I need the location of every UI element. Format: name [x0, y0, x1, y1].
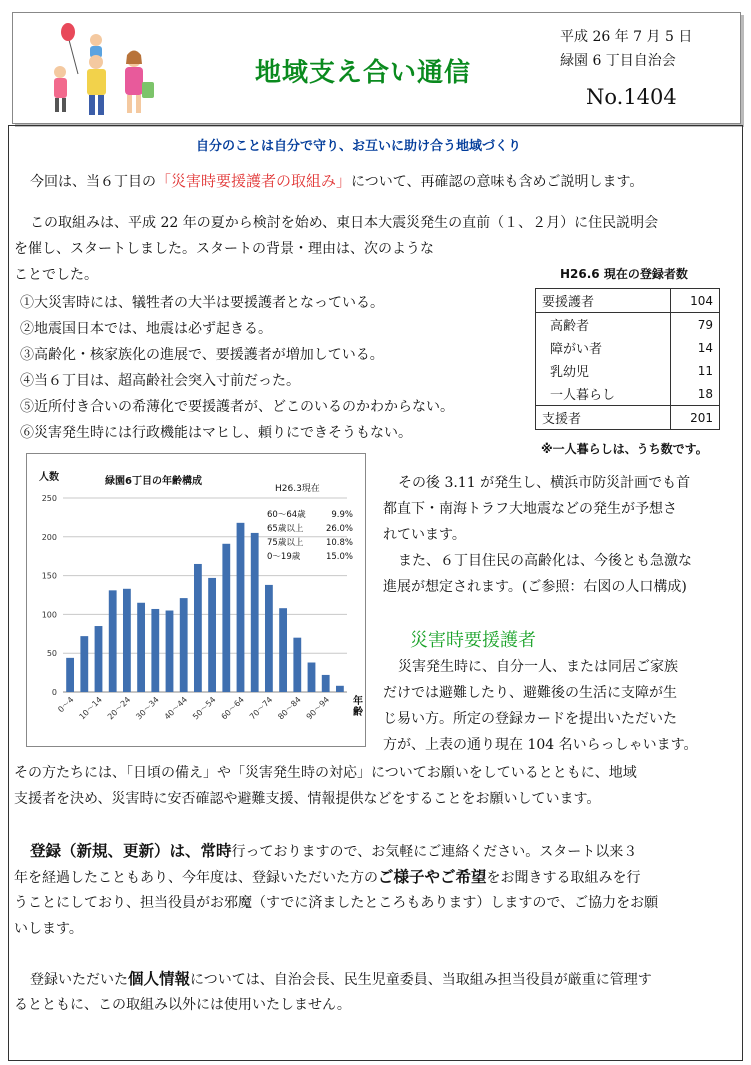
y-axis-label: 人数 [39, 472, 59, 483]
background-line-3: ことでした。 [14, 267, 98, 283]
chart-date-note: H26.3現在 [275, 484, 320, 494]
x-tick-label: 30〜34 [134, 695, 161, 722]
bar [123, 589, 131, 692]
bar [151, 609, 159, 692]
y-tick-label: 150 [41, 571, 57, 581]
row-value: 104 [671, 289, 720, 313]
bar [109, 590, 117, 692]
x-tick-label: 70〜74 [247, 695, 275, 722]
request-line: その方たちには、「日頃の備え」や「災害発生時の対応」についてお願いをしているとともに、地域 [14, 765, 637, 781]
definition-line: じ易い方。所定の登録カードを提出いただいた [383, 711, 677, 727]
definition-line: だけでは避難したり、避難後の生活に支障が生 [383, 685, 677, 701]
x-tick-label: 80〜84 [276, 695, 303, 722]
reason-item: ④当６丁目は、超高齢社会突入寸前だった。 [20, 373, 300, 389]
row-value: 14 [671, 336, 720, 359]
registration-line-4: いします。 [14, 921, 83, 937]
x-axis-label: 齢 [353, 707, 363, 718]
intro-prefix: 今回は、当６丁目の [30, 174, 156, 190]
bar [237, 523, 245, 692]
bar [137, 603, 145, 692]
bar [251, 533, 259, 692]
y-tick-label: 50 [46, 649, 57, 659]
registration-emphasis: ご様子やご希望 [378, 868, 487, 886]
registration-line2-pre: 年を経過したこともあり、今年度は、登録いただいた方の [14, 870, 378, 886]
x-tick-label: 50〜54 [191, 695, 218, 722]
bar [180, 598, 188, 692]
family-illustration [38, 22, 168, 120]
bar [66, 658, 74, 692]
row-label: 障がい者 [536, 336, 671, 359]
x-tick-label: 40〜44 [162, 695, 190, 722]
bar [222, 544, 230, 692]
issue-number: No.1404 [586, 85, 677, 109]
section-heading: 災害時要援護者 [410, 630, 536, 651]
bar [194, 564, 202, 692]
outlook-line: 進展が想定されます。(ご参照：右図の人口構成) [383, 579, 687, 595]
bar [208, 578, 216, 692]
table-row [536, 336, 720, 359]
row-label: 要援護者 [536, 289, 671, 313]
y-tick-label: 0 [51, 688, 57, 697]
row-label: 乳幼児 [536, 359, 671, 382]
definition-line: 方が、上表の通り現在 104 名いらっしゃいます。 [383, 737, 698, 753]
row-value: 11 [671, 359, 720, 382]
row-label: 支援者 [536, 406, 671, 430]
bar [308, 663, 316, 692]
background-line-2: を催し、スタートしました。スタートの背景・理由は、次のような [14, 241, 434, 257]
annotation-value: 26.0% [325, 524, 353, 534]
bar [336, 686, 344, 692]
annotation-value: 15.0% [325, 552, 353, 562]
background-line-1: この取組みは、平成 22 年の夏から検討を始め、東日本大震災発生の直前（１、２月）に住民説明会 [30, 215, 659, 231]
row-label: 高齢者 [536, 313, 671, 337]
x-axis-label: 年 [353, 696, 363, 707]
outlook-line: また、６丁目住民の高齢化は、今後とも急激な [398, 553, 692, 569]
issue-date: 平成 26 年 7 月 5 日 [560, 29, 693, 45]
bar [80, 636, 88, 692]
privacy-post: については、自治会長、民生児童委員、当取組み担当役員が厳重に管理す [190, 972, 652, 988]
reason-item: ①大災害時には、犠牲者の大半は要援護者となっている。 [20, 295, 384, 311]
intro-highlight: 「災害時要援護者の取組み」 [156, 172, 352, 190]
request-line: 支援者を決め、災害時に安否確認や避難支援、情報提供などをすることをお願いしています。 [14, 791, 601, 807]
definition-line: 災害発生時に、自分一人、または同居ご家族 [398, 659, 678, 675]
annotation-label: 75歳以上 [267, 538, 304, 548]
outlook-line: れています。 [383, 527, 466, 543]
row-value: 79 [671, 313, 720, 337]
table-row [536, 289, 720, 313]
newsletter-title: 地域支え合い通信 [255, 58, 472, 88]
intro-paragraph [30, 168, 643, 195]
registration-line1-rest: 行っておりますので、お気軽にご連絡ください。スタート以来３ [231, 844, 638, 860]
table-row [536, 406, 720, 430]
x-tick-label: 10〜14 [77, 695, 104, 722]
x-tick-label: 0〜4 [56, 695, 76, 715]
registration-line-2 [14, 864, 641, 891]
registration-lead: 登録（新規、更新）は、常時 [30, 842, 232, 860]
row-value: 18 [671, 382, 720, 406]
reason-item: ③高齢化・核家族化の進展で、要援護者が増加している。 [20, 347, 384, 363]
table-row [536, 382, 720, 406]
y-tick-label: 200 [41, 532, 57, 542]
reason-item: ⑥災害発生時には行政機能はマヒし、頼りにできそうもない。 [20, 425, 412, 441]
slogan: 自分のことは自分で守り、お互いに助け合う地域づくり [196, 139, 522, 154]
organization-name: 緑園 6 丁目自治会 [560, 53, 676, 69]
annotation-label: 0〜19歳 [267, 552, 301, 562]
y-tick-label: 100 [41, 610, 57, 620]
privacy-line-1 [30, 966, 652, 993]
x-tick-label: 20〜24 [105, 695, 133, 722]
x-tick-label: 90〜94 [304, 695, 332, 722]
intro-suffix: について、再確認の意味も含めご説明します。 [351, 174, 644, 190]
bar [293, 638, 301, 692]
y-tick-label: 250 [41, 494, 57, 503]
row-label: 一人暮らし [536, 382, 671, 406]
reason-item: ⑤近所付き合いの希薄化で要援護者が、どこのいるのかわからない。 [20, 399, 454, 415]
registry-table-title: H26.6 現在の登録者数 [560, 267, 688, 281]
bar [265, 585, 273, 692]
annotation-label: 65歳以上 [267, 524, 304, 534]
outlook-line: その後 3.11 が発生し、横浜市防災計画でも首 [398, 475, 691, 491]
annotation-value: 9.9% [331, 510, 353, 520]
table-row [536, 359, 720, 382]
row-value: 201 [671, 406, 720, 430]
table-row [536, 313, 720, 337]
bar [166, 611, 174, 692]
reason-item: ②地震国日本では、地震は必ず起きる。 [20, 321, 272, 337]
outlook-line: 都直下・南海トラフ大地震などの発生が予想さ [383, 501, 677, 517]
bar [279, 608, 287, 692]
age-chart [27, 454, 365, 746]
x-tick-label: 60〜64 [219, 695, 246, 722]
registry-table [535, 288, 720, 430]
privacy-emphasis: 個人情報 [128, 970, 191, 988]
privacy-pre: 登録いただいた [30, 972, 128, 988]
chart-title: 緑園6丁目の年齢構成 [105, 476, 202, 487]
registration-line2-post: をお聞きする取組みを行 [486, 870, 641, 886]
age-chart-frame [26, 453, 366, 747]
registration-line-3: うことにしており、担当役員がお邪魔（すでに済ましたところもあります）しますので、ご協力をお願 [14, 895, 659, 911]
annotation-label: 60〜64歳 [267, 510, 306, 520]
registration-line-1 [30, 838, 637, 865]
registry-table-note: ※一人暮らしは、うち数です。 [541, 442, 708, 456]
bar [322, 675, 330, 692]
bar [95, 626, 103, 692]
annotation-value: 10.8% [325, 538, 353, 548]
privacy-line-2: るとともに、この取組み以外には使用いたしません。 [14, 997, 351, 1013]
